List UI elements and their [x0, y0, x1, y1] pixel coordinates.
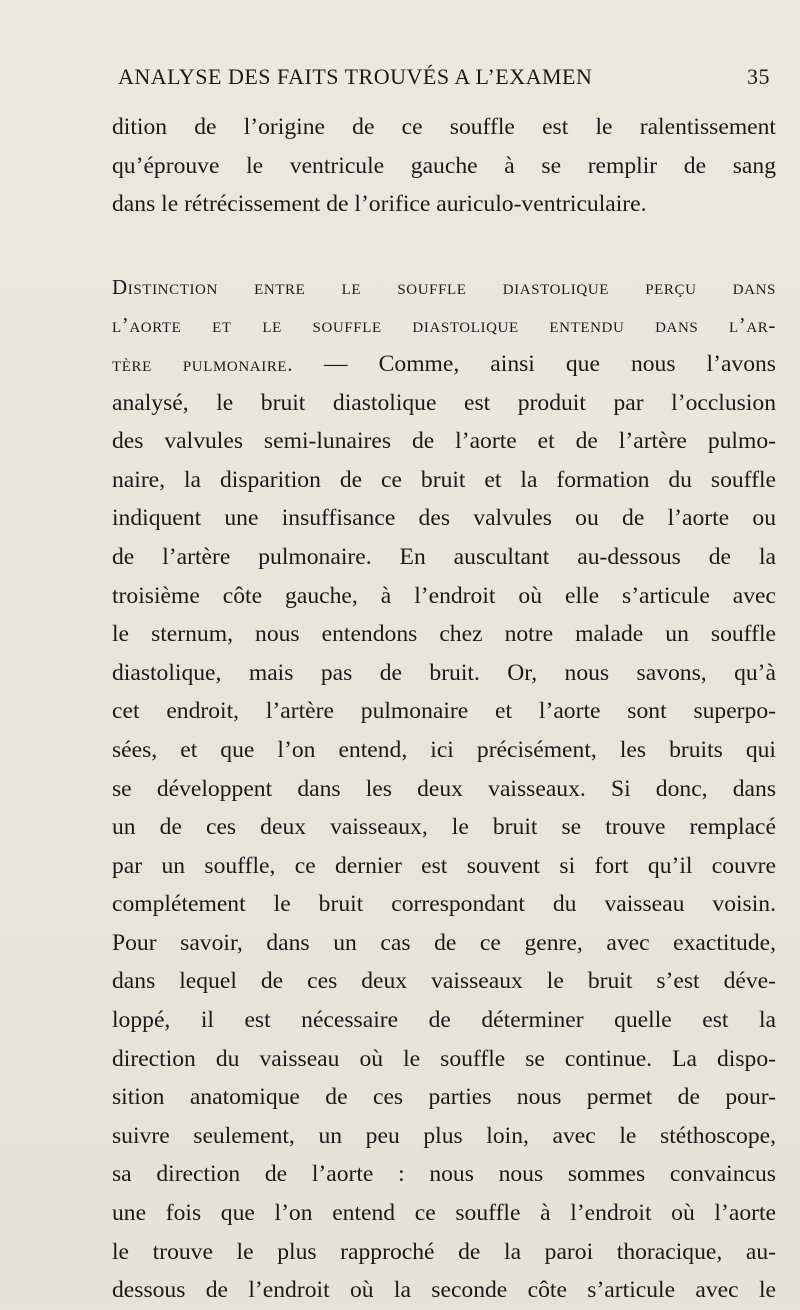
text-line: dans le rétrécissement de l’orifice auriculo-ventriculaire.: [112, 191, 647, 218]
text-line: [112, 345, 776, 384]
text-line: suivre seulement, un peu plus loin, avec le stéthoscope,: [112, 1122, 776, 1149]
text-line: dans lequel de ces deux vaisseaux le bruit s’est déve-: [112, 968, 776, 995]
text-line: naire, la disparition de ce bruit et la formation du souffle: [112, 466, 776, 493]
text-line: une fois que l’on entend ce souffle à l’endroit où l’aorte: [112, 1200, 776, 1227]
chapter-title: ANALYSE DES FAITS TROUVÉS A L’EXAMEN: [118, 64, 593, 89]
text-line: sition anatomique de ces parties nous permet de pour-: [112, 1084, 776, 1111]
text-line: cet endroit, l’artère pulmonaire et l’aorte sont superpo-: [112, 698, 776, 725]
text-line: qu’éprouve le ventricule gauche à se remplir de sang: [112, 152, 776, 179]
text-line: dition de l’origine de ce souffle est le ralentissement: [112, 114, 776, 140]
section-heading-line: l’aorte et le souffle diastolique entendu dans l’ar-: [112, 313, 776, 338]
section-heading-end: tère pulmonaire.: [112, 351, 294, 376]
text-line: troisième côte gauche, à l’endroit où elle s’articule avec: [112, 582, 776, 609]
text-line: un de ces deux vaisseaux, le bruit se trouve remplacé: [112, 814, 776, 841]
paragraph-gap: [112, 224, 776, 268]
section-heading-line: Distinction entre le souffle diastolique perçu dans: [112, 274, 776, 299]
text-line: le trouve le plus rapproché de la paroi thoracique, au-: [112, 1238, 776, 1265]
text-line: se développent dans les deux vaisseaux. Si donc, dans: [112, 775, 776, 802]
text-line: indiquent une insuffisance des valvules ou de l’aorte ou: [112, 505, 776, 532]
running-header: [118, 64, 770, 94]
text-line: direction du vaisseau où le souffle se continue. La dispo-: [112, 1045, 776, 1072]
page-number: 35: [747, 64, 770, 89]
text-line: analysé, le bruit diastolique est produit par l’occlusion: [112, 389, 776, 416]
text-line: de l’artère pulmonaire. En auscultant au-dessous de la: [112, 543, 776, 570]
text-line: Pour savoir, dans un cas de ce genre, avec exactitude,: [112, 929, 776, 956]
text-line: diastolique, mais pas de bruit. Or, nous savons, qu’à: [112, 659, 776, 686]
text-line: loppé, il est nécessaire de déterminer quelle est la: [112, 1007, 776, 1034]
text-line: des valvules semi-lunaires de l’aorte et de l’artère pulmo-: [112, 428, 776, 455]
text-line: par un souffle, ce dernier est souvent si fort qu’il couvre: [112, 852, 776, 879]
text-line: sa direction de l’aorte : nous nous sommes convaincus: [112, 1161, 776, 1188]
text-line: dessous de l’endroit où la seconde côte s’articule avec le: [112, 1277, 776, 1304]
text-line: le sternum, nous entendons chez notre malade un souffle: [112, 621, 776, 648]
text-line: complétement le bruit correspondant du vaisseau voisin.: [112, 891, 776, 918]
body-text: [112, 108, 776, 1310]
text-fragment: — Comme, ainsi que nous l’avons: [293, 350, 776, 377]
text-line: sées, et que l’on entend, ici précisément, les bruits qui: [112, 736, 776, 763]
